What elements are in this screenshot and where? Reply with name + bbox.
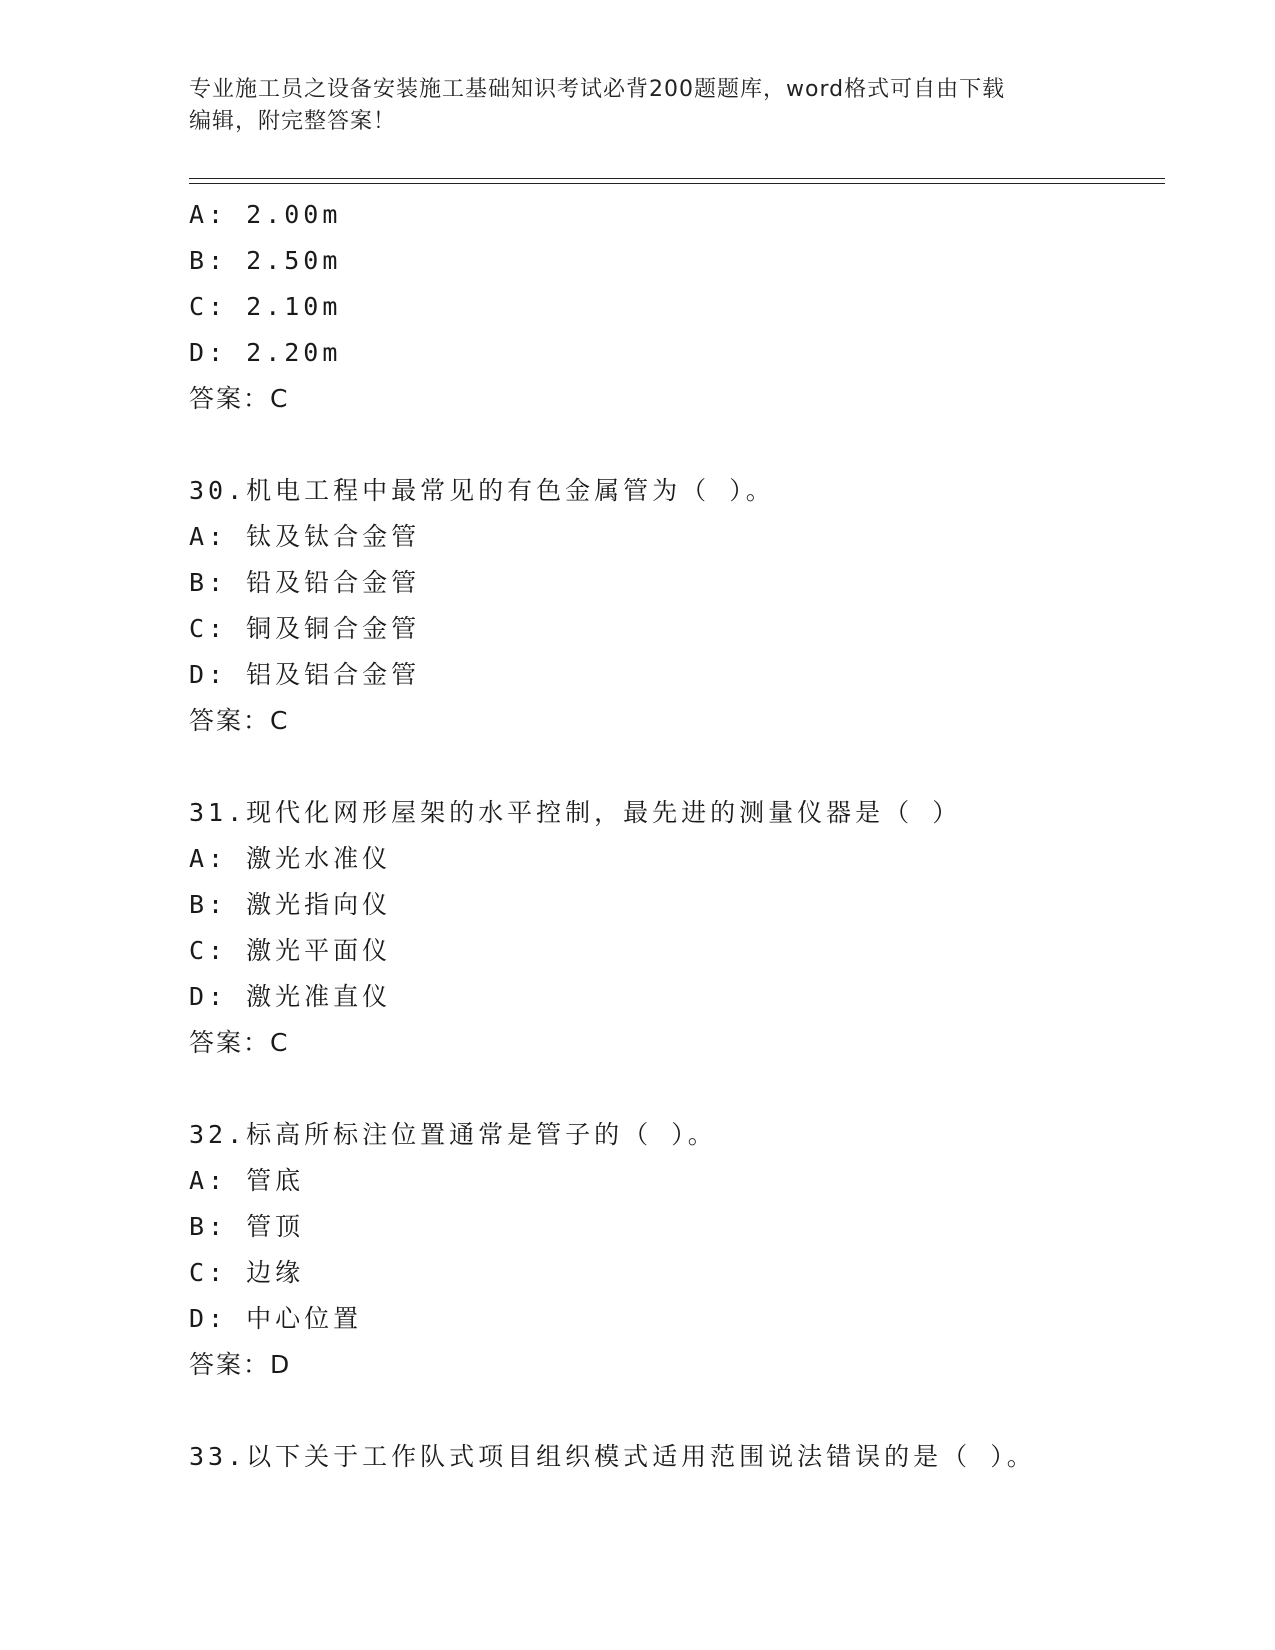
option-d: D: 中心位置	[189, 1304, 363, 1333]
document-header	[189, 74, 1089, 138]
option-b: B: 2.50m	[189, 246, 342, 275]
option-a: A: 2.00m	[189, 200, 342, 229]
spacer	[189, 1066, 1169, 1112]
option-c: C: 激光平面仪	[189, 936, 392, 965]
option-d: D: 激光准直仪	[189, 982, 392, 1011]
answer: 答案：C	[189, 384, 290, 413]
answer: 答案：C	[189, 1028, 290, 1057]
header-title-line-1: 专业施工员之设备安装施工基础知识考试必背200题题库，word格式可自由下载	[189, 77, 1006, 102]
option-c: C: 边缘	[189, 1258, 305, 1287]
question-30	[189, 468, 1169, 744]
option-b: B: 铅及铅合金管	[189, 568, 421, 597]
question-32	[189, 1112, 1169, 1388]
question-text: 32.标高所标注位置通常是管子的（ ）。	[189, 1120, 717, 1149]
option-a: A: 钛及钛合金管	[189, 522, 421, 551]
option-a: A: 激光水准仪	[189, 844, 392, 873]
option-b: B: 管顶	[189, 1212, 305, 1241]
question-text: 30.机电工程中最常见的有色金属管为（ ）。	[189, 476, 775, 505]
option-d: D: 铝及铝合金管	[189, 660, 421, 689]
answer: 答案：D	[189, 1350, 292, 1379]
header-rule-top	[189, 178, 1165, 179]
spacer	[189, 1388, 1169, 1434]
option-d: D: 2.20m	[189, 338, 342, 367]
question-31	[189, 790, 1169, 1066]
option-c: C: 铜及铜合金管	[189, 614, 421, 643]
option-a: A: 管底	[189, 1166, 305, 1195]
answer: 答案：C	[189, 706, 290, 735]
option-b: B: 激光指向仪	[189, 890, 392, 919]
question-list	[189, 192, 1169, 1480]
header-rule-bottom	[189, 183, 1165, 184]
spacer	[189, 744, 1169, 790]
option-c: C: 2.10m	[189, 292, 342, 321]
header-title-line-2: 编辑，附完整答案！	[189, 109, 397, 134]
question-29	[189, 192, 1169, 422]
spacer	[189, 422, 1169, 468]
question-text: 31.现代化网形屋架的水平控制，最先进的测量仪器是（ ）	[189, 798, 962, 827]
question-33	[189, 1434, 1169, 1480]
question-text: 33.以下关于工作队式项目组织模式适用范围说法错误的是（ ）。	[189, 1442, 1036, 1471]
